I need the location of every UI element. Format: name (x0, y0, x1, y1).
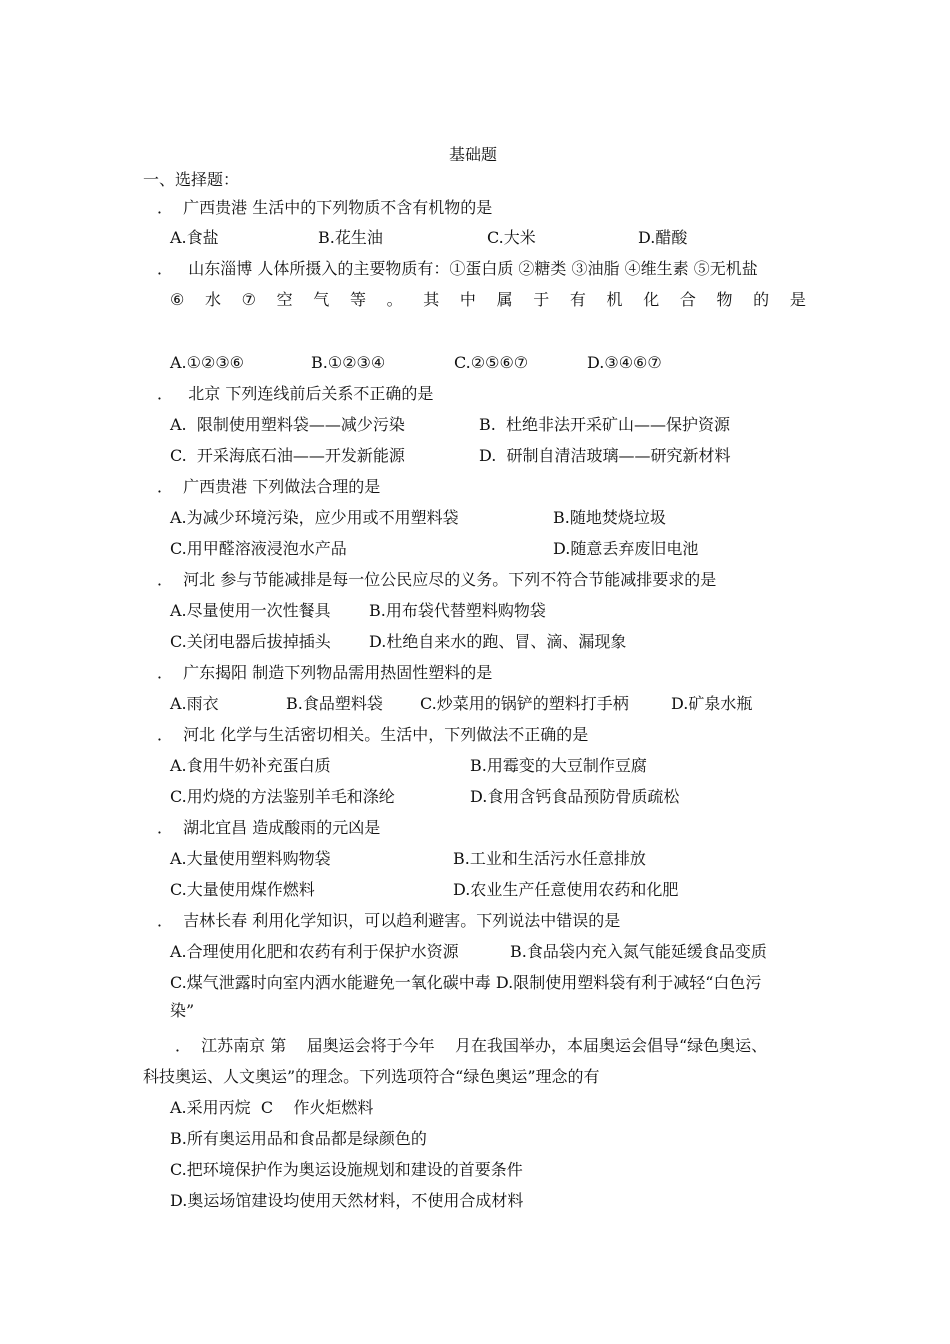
question-1-option-d: D.醋酸 (638, 228, 688, 247)
question-5-option-d: D.杜绝自来水的跑、冒、滴、漏现象 (369, 632, 627, 651)
question-7-option-b: B.用霉变的大豆制作豆腐 (470, 756, 647, 775)
question-5-option-a: A.尽量使用一次性餐具 (170, 601, 331, 620)
question-7-option-a: A.食用牛奶补充蛋白质 (170, 756, 331, 775)
question-5-option-c: C.关闭电器后拔掉插头 (170, 632, 331, 651)
question-9-option-c-d: C.煤气泄露时向室内洒水能避免一氧化碳中毒 D.限制使用塑料袋有利于减轻“白色污 (170, 973, 762, 992)
question-3-option-d: D. 研制自清洁玻璃——研究新材料 (479, 446, 731, 465)
question-9-stem: ． 吉林长春 利用化学知识，可以趋利避害。下列说法中错误的是 (157, 911, 621, 930)
question-1-stem: ． 广西贵港 生活中的下列物质不含有机物的是 (157, 198, 493, 217)
question-7-stem: ． 河北 化学与生活密切相关。生活中，下列做法不正确的是 (157, 725, 589, 744)
question-8-option-d: D.农业生产任意使用农药和化肥 (453, 880, 679, 899)
question-1-option-c: C.大米 (487, 228, 536, 247)
question-7-option-c: C.用灼烧的方法鉴别羊毛和涤纶 (170, 787, 395, 806)
question-5-stem: ． 河北 参与节能减排是每一位公民应尽的义务。下列不符合节能减排要求的是 (157, 570, 717, 589)
section-heading: 一、选择题： (143, 170, 240, 189)
question-7-option-d: D.食用含钙食品预防骨质疏松 (470, 787, 680, 806)
question-9-option-c-d-continued: 染” (170, 1001, 195, 1020)
question-6-stem: ． 广东揭阳 制造下列物品需用热固性塑料的是 (157, 663, 493, 682)
question-3-option-c: C. 开采海底石油——开发新能源 (170, 446, 405, 465)
question-8-option-a: A.大量使用塑料购物袋 (170, 849, 331, 868)
question-4-option-c: C.用甲醛溶液浸泡水产品 (170, 539, 347, 558)
question-6-option-d: D.矿泉水瓶 (671, 694, 753, 713)
question-10-option-b: B.所有奥运用品和食品都是绿颜色的 (170, 1129, 427, 1148)
question-2-stem: ． 山东淄博 人体所摄入的主要物质有：①蛋白质 ②糖类 ③油脂 ④维生素 ⑤无机盐 (157, 259, 758, 278)
question-10-option-d: D.奥运场馆建设均使用天然材料，不使用合成材料 (170, 1191, 524, 1210)
question-5-option-b: B.用布袋代替塑料购物袋 (369, 601, 546, 620)
question-4-option-b: B.随地焚烧垃圾 (553, 508, 666, 527)
question-10-option-c: C.把环境保护作为奥运设施规划和建设的首要条件 (170, 1160, 523, 1179)
question-10-option-a: A.采用丙烷 C 作火炬燃料 (170, 1098, 374, 1117)
question-2-option-c: C.②⑤⑥⑦ (454, 353, 529, 372)
question-1-option-b: B.花生油 (318, 228, 383, 247)
question-4-stem: ． 广西贵港 下列做法合理的是 (157, 477, 381, 496)
question-10-stem-line2: 科技奥运、人文奥运”的理念。下列选项符合“绿色奥运”理念的有 (143, 1067, 600, 1086)
question-3-option-a: A. 限制使用塑料袋——减少污染 (170, 415, 405, 434)
question-2-option-d: D.③④⑥⑦ (587, 353, 662, 372)
question-8-option-c: C.大量使用煤作燃料 (170, 880, 315, 899)
question-6-option-b: B.食品塑料袋 (286, 694, 383, 713)
page-title: 基础题 (449, 145, 498, 164)
question-6-option-c: C.炒菜用的锅铲的塑料打手柄 (420, 694, 629, 713)
question-3-stem: ． 北京 下列连线前后关系不正确的是 (157, 384, 434, 403)
question-9-option-a: A.合理使用化肥和农药有利于保护水资源 (170, 942, 459, 961)
question-3-option-b: B. 杜绝非法开采矿山——保护资源 (479, 415, 731, 434)
question-4-option-a: A.为减少环境污染，应少用或不用塑料袋 (170, 508, 459, 527)
question-8-stem: ． 湖北宜昌 造成酸雨的元凶是 (157, 818, 381, 837)
question-2-stem-line2: ⑥ 水 ⑦ 空 气 等 。 其 中 属 于 有 机 化 合 物 的 是 (170, 290, 806, 309)
question-10-stem: ． 江苏南京 第 届奥运会将于今年 月在我国举办，本届奥运会倡导“绿色奥运、 (175, 1036, 768, 1055)
question-2-option-b: B.①②③④ (311, 353, 386, 372)
question-9-option-b: B.食品袋内充入氮气能延缓食品变质 (510, 942, 767, 961)
question-6-option-a: A.雨衣 (170, 694, 219, 713)
question-1-option-a: A.食盐 (170, 228, 219, 247)
question-4-option-d: D.随意丢弃废旧电池 (553, 539, 699, 558)
question-8-option-b: B.工业和生活污水任意排放 (453, 849, 646, 868)
question-2-option-a: A.①②③⑥ (170, 353, 245, 372)
